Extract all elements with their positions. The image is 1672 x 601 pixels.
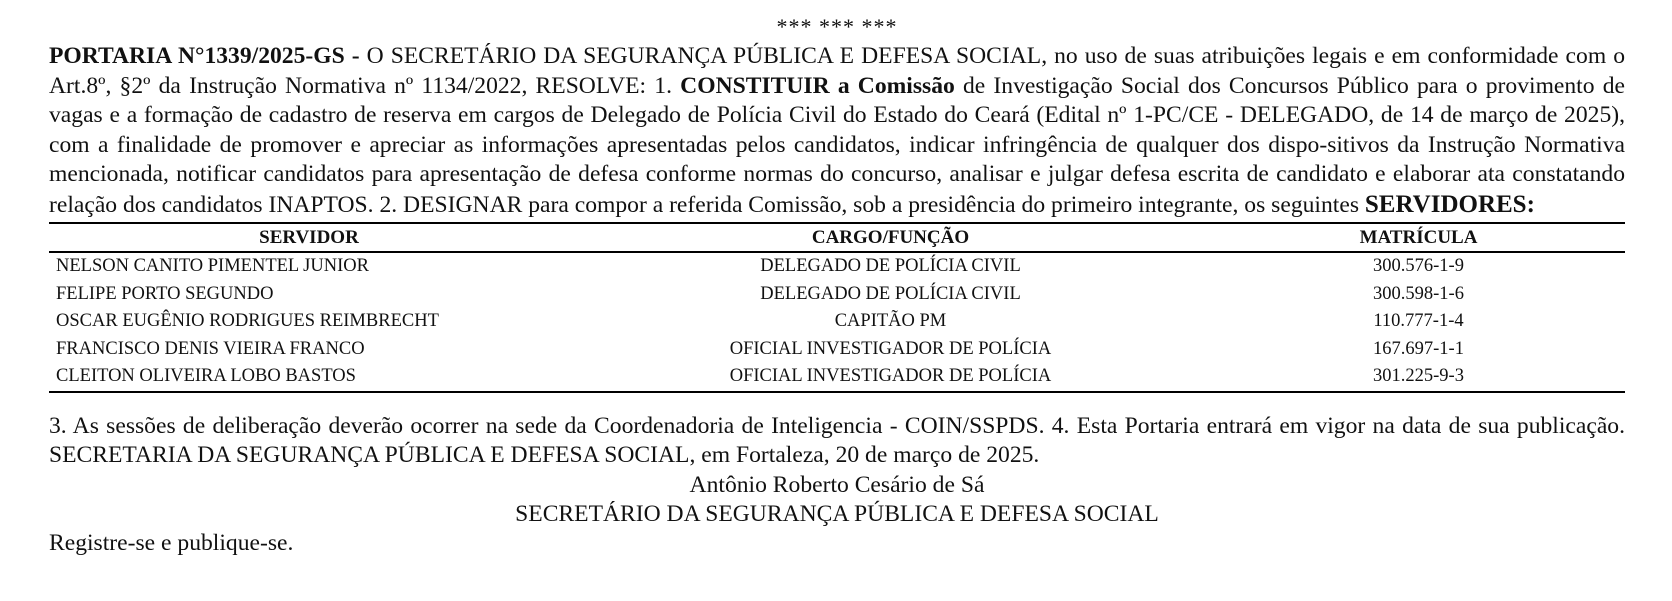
constituir-comissao-label: CONSTITUIR a Comissão xyxy=(680,72,955,99)
servidor-name: NELSON CANITO PIMENTEL JUNIOR xyxy=(56,256,369,276)
table-row xyxy=(49,308,1625,336)
table-row xyxy=(49,252,1625,281)
servidor-cargo: CAPITÃO PM xyxy=(834,311,947,331)
servidores-label: SERVIDORES: xyxy=(1364,190,1535,218)
signatory-name: Antônio Roberto Cesário de Sá xyxy=(689,471,985,498)
document-page xyxy=(49,12,1625,558)
header-servidor: SERVIDOR xyxy=(49,223,569,252)
intro-text-1: O SECRETÁRIO DA SEGURANÇA PÚBLICA E DEFESA SOCIAL, no uso de suas atribuições legais e em conformidade com o Art.8º, §2º da Instrução Normativa nº 1134/2022, RESOLVE: 1. xyxy=(49,43,1626,99)
section-separator: *** *** *** xyxy=(776,14,898,39)
servidor-matricula: 300.576-1-9 xyxy=(1373,256,1464,276)
servidor-matricula: 167.697-1-1 xyxy=(1373,338,1464,359)
header-cargo: CARGO/FUNÇÃO xyxy=(569,223,1212,252)
table-row xyxy=(49,363,1625,392)
portaria-intro-paragraph xyxy=(49,42,1625,220)
table-row xyxy=(49,281,1625,309)
portaria-title: PORTARIA N°1339/2025-GS - xyxy=(49,43,360,69)
servidor-name: FELIPE PORTO SEGUNDO xyxy=(56,283,274,304)
servidor-cargo: OFICIAL INVESTIGADOR DE POLÍCIA xyxy=(729,366,1052,386)
servidor-name: FRANCISCO DENIS VIEIRA FRANCO xyxy=(56,338,365,359)
table-row xyxy=(49,336,1625,364)
servidor-matricula: 110.777-1-4 xyxy=(1373,311,1464,331)
servidor-cargo: DELEGADO DE POLÍCIA CIVIL xyxy=(760,256,1021,276)
servidor-name: CLEITON OLIVEIRA LOBO BASTOS xyxy=(56,366,356,386)
servidor-name: OSCAR EUGÊNIO RODRIGUES REIMBRECHT xyxy=(56,311,439,331)
table-header-row xyxy=(49,223,1625,252)
intro-text-2: de Investigação Social dos Concursos Público para o provimento de vagas e a formação de cadastro de reserva em cargos de Delegado de Polícia Civil do Estado do Ceará (Edital nº 1-PC/CE - DELEGADO, de 14 de março de 2025), com a finalidade de promover e apreciar as informações apresentadas pelos candidatos, indicar infringência de qualquer dos dispo-sitivos da Instrução Normativa mencionada, notificar candidatos para apresentação de defesa conforme normas do concurso, analisar e julgar defesa escrita de candidato e elaborar ata constatando relação dos candidatos INAPTOS. 2. DESIGNAR para compor a referida Comissão, sob a presidência do primeiro integrante, os seguintes xyxy=(49,72,1625,218)
closing-paragraph: 3. As sessões de deliberação deverão ocorrer na sede da Coordenadoria de Inteligencia - COIN/SSPDS. 4. Esta Portaria entrará em vigor na data de sua publicação. SECRETARIA DA SEGURANÇA PÚBLICA E DEFESA SOCIAL, em Fortaleza, 20 de março de 2025. xyxy=(49,412,1625,468)
servidor-cargo: DELEGADO DE POLÍCIA CIVIL xyxy=(760,283,1021,304)
servidor-matricula: 300.598-1-6 xyxy=(1373,283,1464,304)
servers-table xyxy=(49,222,1625,393)
signatory-title: SECRETÁRIO DA SEGURANÇA PÚBLICA E DEFESA SOCIAL xyxy=(515,500,1159,527)
servidor-cargo: OFICIAL INVESTIGADOR DE POLÍCIA xyxy=(729,338,1052,359)
servidor-matricula: 301.225-9-3 xyxy=(1373,366,1464,386)
header-matricula: MATRÍCULA xyxy=(1212,223,1625,252)
register-line: Registre-se e publique-se. xyxy=(49,529,294,556)
